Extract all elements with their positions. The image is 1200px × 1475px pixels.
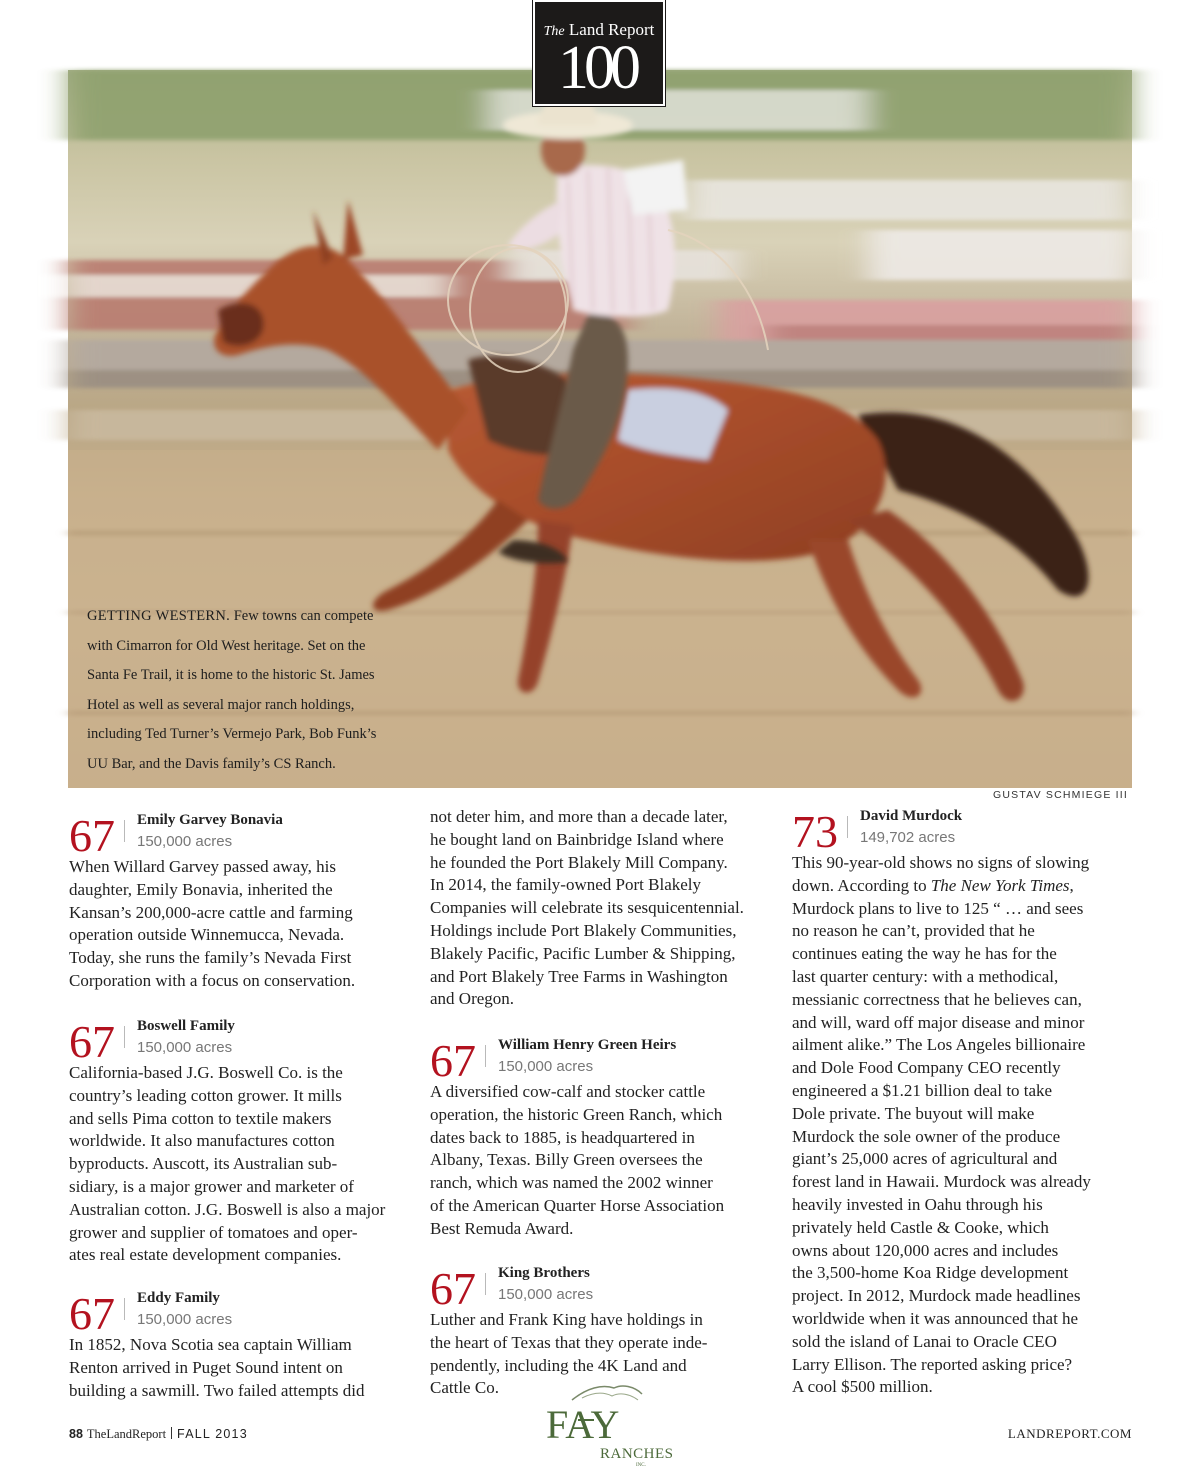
- badge-number: 100: [558, 34, 636, 102]
- entry-body: [69, 1062, 385, 1267]
- entry-name: William Henry Green Heirs: [498, 1037, 677, 1053]
- body-line: When Willard Garvey passed away, his: [69, 857, 336, 876]
- body-line: Larry Ellison. The reported asking price?: [792, 1354, 1073, 1374]
- body-line: ailment alike.” The Los Angeles billionaire: [792, 1035, 1086, 1055]
- folio-divider: [171, 1427, 172, 1439]
- eddy-family-continued: [430, 806, 744, 1011]
- body-line: sold the island of Lanai to Oracle CEO: [792, 1331, 1057, 1351]
- body-line: sidiary, is a major grower and marketer of: [69, 1176, 354, 1196]
- entry-william-henry-green-heirs: [430, 1037, 724, 1241]
- body-line: no reason he can’t, provided that he: [792, 921, 1035, 941]
- entry-header: [430, 1263, 707, 1314]
- caption-line: Hotel as well as several major ranch holdings,: [87, 696, 355, 713]
- body-line: the heart of Texas that they operate inde-: [430, 1332, 708, 1352]
- body-line: and Dole Food Company CEO recently: [792, 1058, 1061, 1078]
- issue-date: FALL 2013: [177, 1427, 248, 1441]
- caption-line: including Ted Turner’s Vermejo Park, Bob Funk’s: [87, 726, 377, 742]
- rank-divider: [124, 1298, 125, 1320]
- body-line: Corporation with a focus on conservation.: [69, 970, 356, 990]
- entry-acres: 149,702 acres: [860, 829, 956, 846]
- body-line: heavily invested in Oahu through his: [792, 1194, 1043, 1214]
- body-line: Kansan’s 200,000-acre cattle and farming: [69, 902, 353, 922]
- body-line: grower and supplier of tomatoes and oper-: [69, 1222, 358, 1242]
- body-line: messianic correctness that he believes can,: [792, 989, 1082, 1009]
- body-line: worldwide when it was announced that he: [792, 1308, 1079, 1328]
- body-line: Murdock the sole owner of the produce: [792, 1126, 1061, 1146]
- body-line: daughter, Emily Bonavia, inherited the: [69, 879, 333, 899]
- entry-name: David Murdock: [860, 808, 963, 824]
- photo-credit: GUSTAV SCHMIEGE III: [992, 789, 1128, 801]
- logo-suffix: INC.: [636, 1463, 646, 1468]
- body-line: operation outside Winnemucca, Nevada.: [69, 925, 345, 945]
- body-line: Dole private. The buyout will make: [792, 1103, 1035, 1123]
- body-line: Best Remuda Award.: [430, 1218, 574, 1238]
- body-line: ranch, which was named the 2002 winner: [430, 1173, 713, 1193]
- body-line: forest land in Hawaii. Murdock was already: [792, 1172, 1091, 1192]
- entry-header: [69, 1016, 385, 1067]
- entry-name: King Brothers: [498, 1265, 590, 1281]
- caption-lead: GETTING WESTERN.: [87, 608, 231, 624]
- body-line: the 3,500-home Koa Ridge development: [792, 1263, 1069, 1283]
- badge-title-the: The: [543, 24, 565, 39]
- logo-wordmark: FAY: [546, 1402, 620, 1447]
- entry-rank: 67: [69, 1016, 115, 1067]
- body-line: ates real estate development companies.: [69, 1245, 342, 1265]
- caption-line: Santa Fe Trail, it is home to the historic St. James: [87, 667, 375, 683]
- entry-acres: 150,000 acres: [137, 1039, 233, 1056]
- body-line: and Port Blakely Tree Farms in Washington: [430, 966, 728, 986]
- rank-divider: [124, 1026, 125, 1048]
- body-line: of the American Quarter Horse Association: [430, 1195, 725, 1215]
- entry-body: [792, 852, 1091, 1399]
- body-line: owns about 120,000 acres and includes: [792, 1240, 1059, 1260]
- body-line: worldwide. It also manufactures cotton: [69, 1131, 335, 1151]
- entry-rank: 67: [69, 810, 115, 861]
- body-line: continues eating the way he has for the: [792, 944, 1057, 964]
- body-line: Murdock plans to live to 125 “ … and sees: [792, 898, 1084, 918]
- body-line: he bought land on Bainbridge Island where: [430, 829, 724, 849]
- caption-line: Few towns can compete: [233, 608, 374, 624]
- rank-divider: [124, 820, 125, 842]
- entry-boswell-family: [69, 1018, 385, 1267]
- rank-divider: [485, 1045, 486, 1067]
- body-line: dates back to 1885, is headquartered in: [430, 1127, 695, 1147]
- publication-title: The New York Times: [930, 875, 1070, 895]
- photo-caption: [87, 602, 417, 779]
- body-line: Cattle Co.: [430, 1378, 499, 1398]
- logo-subtitle: RANCHES: [600, 1446, 674, 1462]
- caption-line: with Cimarron for Old West heritage. Set on the: [87, 637, 366, 654]
- body-line: building a sawmill. Two failed attempts did: [69, 1380, 365, 1400]
- body-line: Australian cotton. J.G. Boswell is also a major: [69, 1199, 386, 1219]
- entry-body: [430, 1081, 724, 1241]
- entry-acres: 150,000 acres: [498, 1058, 594, 1075]
- body-line: Renton arrived in Puget Sound intent on: [69, 1357, 343, 1377]
- body-line: privately held Castle & Cooke, which: [792, 1217, 1049, 1237]
- body-line: and sells Pima cotton to textile makers: [69, 1108, 332, 1128]
- entry-rank: 73: [792, 806, 838, 857]
- body-line: Albany, Texas. Billy Green oversees the: [430, 1150, 703, 1170]
- body-line: pendently, including the 4K Land and: [430, 1355, 687, 1375]
- entry-header: [69, 1288, 364, 1339]
- body-line: This 90-year-old shows no signs of slowing: [792, 853, 1090, 872]
- body-line: Holdings include Port Blakely Communities,: [430, 920, 737, 940]
- land-report-100-badge: [533, 0, 665, 106]
- body-line: Today, she runs the family’s Nevada First: [69, 948, 352, 968]
- page-folio: [69, 1427, 248, 1442]
- entry-rank: 67: [430, 1263, 476, 1314]
- rank-divider: [847, 816, 848, 838]
- website-url: LANDREPORT.COM: [1007, 1426, 1132, 1441]
- page-number: 88: [69, 1427, 83, 1441]
- fay-ranches-logo: [542, 1370, 674, 1470]
- rank-divider: [485, 1273, 486, 1295]
- body-line: A diversified cow-calf and stocker cattle: [430, 1082, 706, 1101]
- entry-body: [69, 1334, 364, 1402]
- body-line: and Oregon.: [430, 989, 515, 1009]
- entry-name: Eddy Family: [137, 1290, 220, 1306]
- entry-name: Emily Garvey Bonavia: [137, 812, 283, 828]
- entry-acres: 150,000 acres: [498, 1286, 594, 1303]
- body-line: Luther and Frank King have holdings in: [430, 1310, 703, 1329]
- entry-header: [69, 810, 355, 861]
- entry-acres: 150,000 acres: [137, 833, 233, 850]
- body-line: country’s leading cotton grower. It mills: [69, 1085, 342, 1105]
- fay-ranches-logo-mark: [542, 1370, 674, 1470]
- body-line: [792, 875, 1091, 898]
- body-line: project. In 2012, Murdock made headlines: [792, 1286, 1081, 1306]
- entry-name: Boswell Family: [137, 1018, 235, 1034]
- entry-david-murdock: [792, 808, 1091, 1399]
- entry-header: [430, 1035, 724, 1086]
- badge-title-rest: Land Report: [568, 20, 655, 39]
- caption-line: UU Bar, and the Davis family’s CS Ranch.: [87, 755, 336, 772]
- body-line: engineered a $1.21 billion deal to take: [792, 1080, 1053, 1100]
- body-line: Companies will celebrate its sesquicentennial.: [430, 898, 744, 918]
- magazine-name: TheLandReport: [86, 1427, 167, 1441]
- entry-eddy-family: [69, 1290, 364, 1402]
- body-line: In 1852, Nova Scotia sea captain William: [69, 1335, 352, 1354]
- entry-acres: 150,000 acres: [137, 1311, 233, 1328]
- body-line: operation, the historic Green Ranch, which: [430, 1104, 723, 1124]
- body-line: and will, ward off major disease and minor: [792, 1012, 1085, 1032]
- body-line: California-based J.G. Boswell Co. is the: [69, 1063, 343, 1082]
- body-line: not deter him, and more than a decade later,: [430, 807, 728, 826]
- body-text: down. According to: [792, 875, 931, 895]
- body-line: In 2014, the family-owned Port Blakely: [430, 875, 702, 895]
- body-line: A cool $500 million.: [792, 1377, 933, 1397]
- entry-rank: 67: [69, 1288, 115, 1339]
- body-text: ,: [1069, 875, 1074, 895]
- entry-rank: 67: [430, 1035, 476, 1086]
- body-line: giant’s 25,000 acres of agricultural and: [792, 1149, 1058, 1169]
- body-line: Blakely Pacific, Pacific Lumber & Shipping,: [430, 943, 736, 963]
- body-line: he founded the Port Blakely Mill Company.: [430, 852, 728, 872]
- body-line: last quarter century: with a methodical,: [792, 966, 1059, 986]
- entry-body: [69, 856, 355, 993]
- body-line: byproducts. Auscott, its Australian sub-: [69, 1154, 338, 1174]
- entry-emily-garvey-bonavia: [69, 812, 355, 993]
- entry-header: [792, 806, 1091, 857]
